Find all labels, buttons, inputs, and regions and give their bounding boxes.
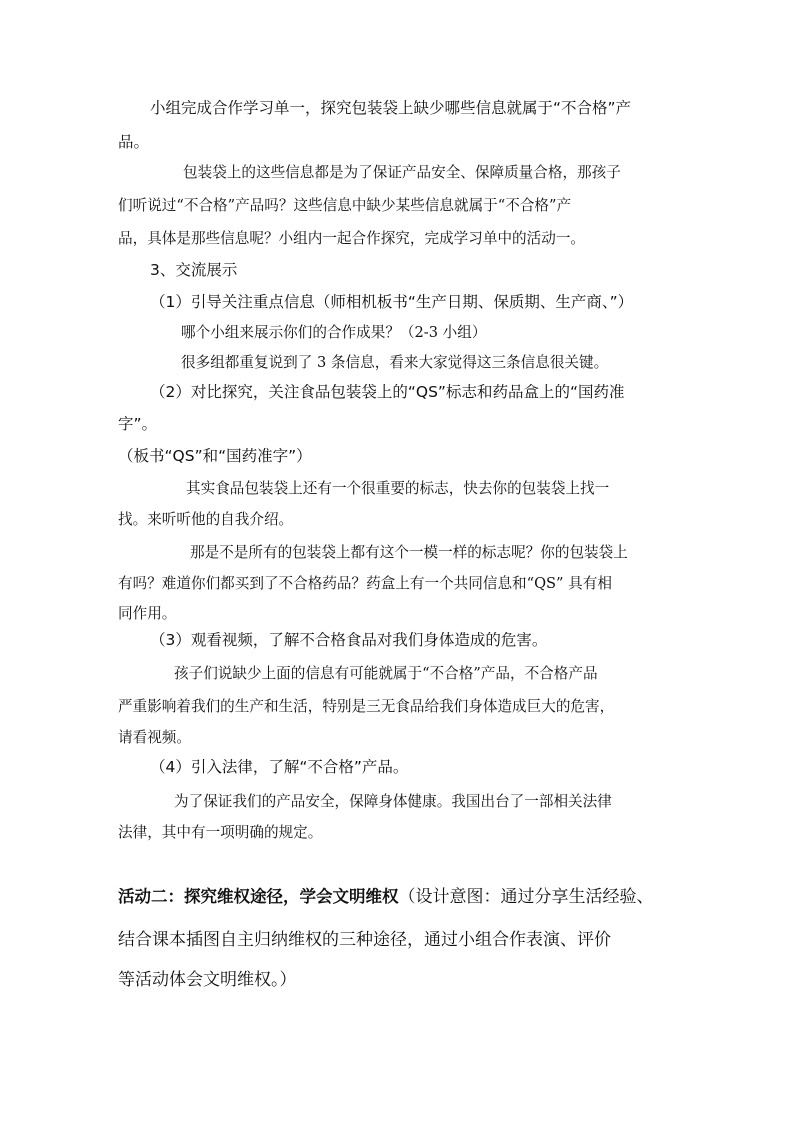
paragraph-line: 请看视频。 xyxy=(118,729,191,746)
paragraph-line: 哪个小组来展示你们的合作成果？（2-3 小组） xyxy=(181,324,487,341)
paragraph-line: 有吗？难道你们都买到了不合格药品？药盒上有一个共同信息和“QS” 具有相 xyxy=(118,575,612,592)
paragraph-line: 那是不是所有的包装袋上都有这个一模一样的标志呢？你的包装袋上 xyxy=(190,544,628,561)
paragraph-line: （板书“QS”和“国药准字”） xyxy=(118,447,312,465)
paragraph-line: （4）引入法律，了解“不合格”产品。 xyxy=(150,758,409,776)
activity-heading-line xyxy=(118,889,654,906)
paragraph-line: 法律，其中有一项明确的规定。 xyxy=(118,824,323,841)
paragraph-line: 找。来听听他的自我介绍。 xyxy=(118,511,294,528)
paragraph-line: 很多组都重复说到了 3 条信息，看来大家觉得这三条信息很关键。 xyxy=(181,354,609,371)
paragraph-line: 们听说过“不合格”产品吗？这些信息中缺少某些信息就属于“不合格”产 xyxy=(118,197,572,214)
design-intent-note: 结合课本插图自主归纳维权的三种途径，通过小组合作表演、评价 xyxy=(118,930,611,950)
paragraph-line: （3）观看视频，了解不合格食品对我们身体造成的危害。 xyxy=(150,631,548,649)
paragraph-line: （2）对比探究，关注食品包装袋上的“QS”标志和药品盒上的“国药准 xyxy=(150,383,625,401)
paragraph-line: 字”。 xyxy=(118,415,158,433)
design-intent-note: （设计意图：通过分享生活经验、 xyxy=(398,887,654,907)
paragraph-line: 严重影响着我们的生产和生活，特别是三无食品给我们身体造成巨大的危害， xyxy=(118,698,615,715)
paragraph-line: 品。 xyxy=(118,133,150,151)
paragraph-line: 小组完成合作学习单一，探究包装袋上缺少哪些信息就属于“不合格”产 xyxy=(150,99,632,117)
paragraph-line: （1）引导关注重点信息（师相机板书“生产日期、保质期、生产商、”） xyxy=(150,293,634,311)
paragraph-line: 其实食品包装袋上还有一个很重要的标志，快去你的包装袋上找一 xyxy=(186,480,610,497)
paragraph-line: 孩子们说缺少上面的信息有可能就属于“不合格”产品，不合格产品 xyxy=(174,665,598,682)
section-heading: 3、交流展示 xyxy=(150,261,238,279)
paragraph-line: 为了保证我们的产品安全，保障身体健康。我国出台了一部相关法律 xyxy=(174,793,612,810)
paragraph-line: 同作用。 xyxy=(118,605,177,622)
paragraph-line: 品，具体是那些信息呢？小组内一起合作探究，完成学习单中的活动一。 xyxy=(118,230,586,247)
design-intent-note: 等活动体会文明维权。） xyxy=(118,970,297,990)
activity-heading: 活动二：探究维权途径，学会文明维权 xyxy=(118,887,399,906)
paragraph-line: 包装袋上的这些信息都是为了保证产品安全、保障质量合格，那孩子 xyxy=(183,164,621,181)
